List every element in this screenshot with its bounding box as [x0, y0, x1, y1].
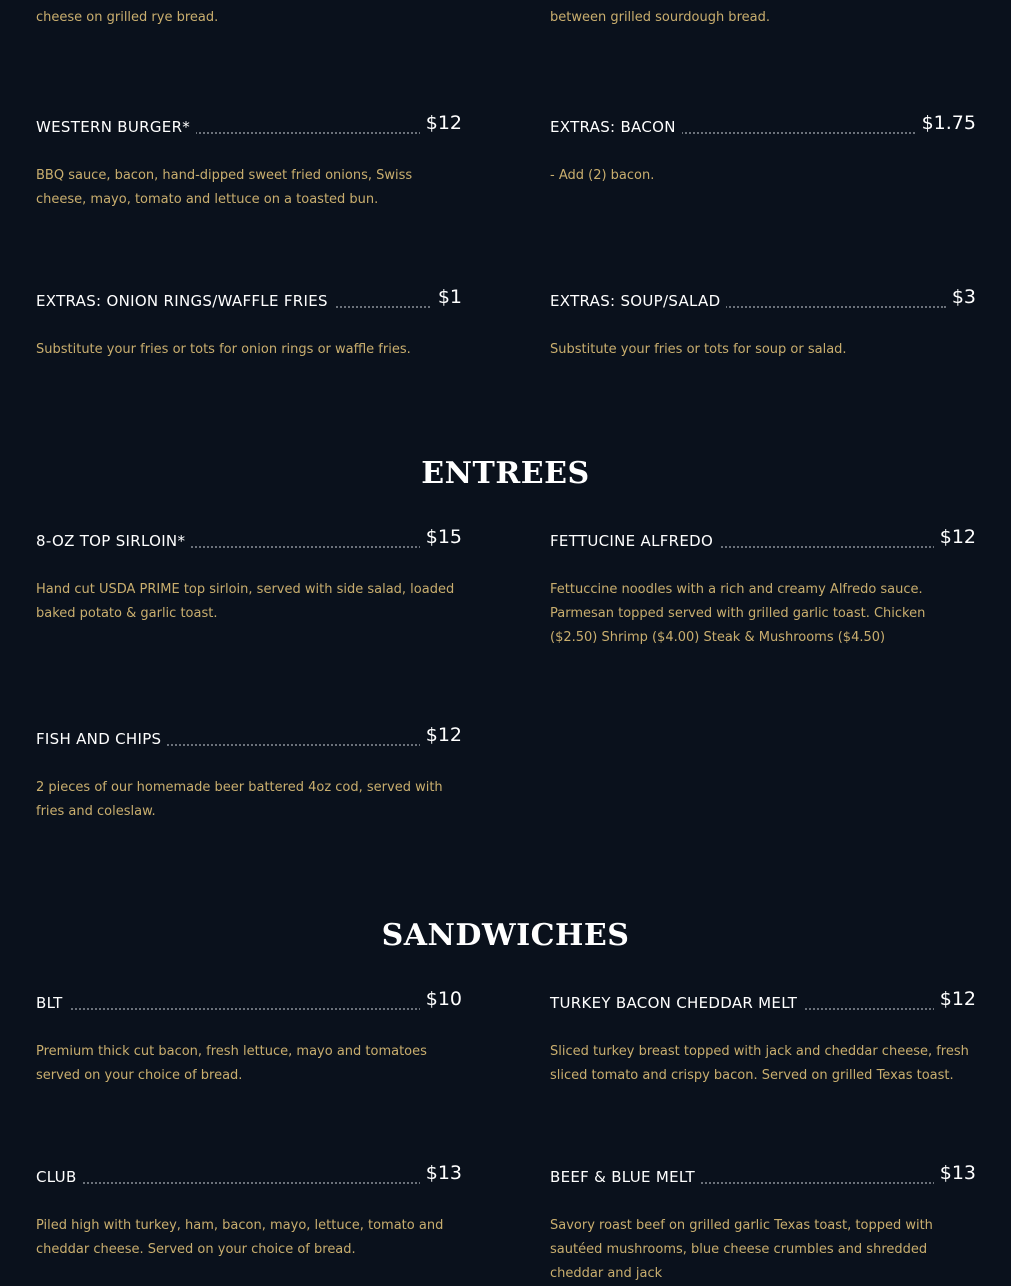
menu-item-description: Hand cut USDA PRIME top sirloin, served with side salad, loaded baked potato & garlic toast. — [36, 582, 455, 621]
menu-item-description: 2 pieces of our homemade beer battered 4oz cod, served with fries and coleslaw. — [36, 780, 443, 819]
menu-item-description: Sliced turkey breast topped with jack and cheddar cheese, fresh sliced tomato and crispy bacon. Served on grilled Texas toast. — [550, 1044, 969, 1083]
menu-item-fettucine-alfredo — [550, 526, 976, 650]
menu-item-name: 8-OZ TOP SIRLOIN* — [36, 532, 191, 550]
menu-item-price: $3 — [946, 286, 976, 308]
menu-item-description: Piled high with turkey, ham, bacon, mayo, lettuce, tomato and cheddar cheese. Served on your choice of bread. — [36, 1218, 444, 1257]
dotted-leader — [36, 1182, 424, 1184]
menu-item-price: $1 — [432, 286, 462, 308]
menu-item-name: EXTRAS: ONION RINGS/WAFFLE FRIES — [36, 292, 334, 310]
menu-item-beef-and-blue-melt — [550, 1162, 976, 1286]
menu-item-price: $1.75 — [916, 112, 976, 134]
menu-item-description: cheese on grilled rye bread. — [36, 10, 219, 25]
menu-item-description: Substitute your fries or tots for soup or salad. — [550, 342, 847, 357]
menu-item-extras-soup-salad — [550, 286, 976, 362]
menu-item-name: FISH AND CHIPS — [36, 730, 167, 748]
menu-item-club — [36, 1162, 462, 1262]
menu-item-price: $12 — [934, 526, 976, 548]
menu-item-price: $15 — [420, 526, 462, 548]
menu-item-price: $12 — [934, 988, 976, 1010]
menu-item-name: WESTERN BURGER* — [36, 118, 196, 136]
menu-item-turkey-bacon-cheddar-melt — [550, 988, 976, 1088]
menu-item-price: $10 — [420, 988, 462, 1010]
section-title-sandwiches: SANDWICHES — [381, 918, 630, 953]
menu-item-extras-onion-rings — [36, 286, 462, 362]
menu-item-name: BLT — [36, 994, 69, 1012]
menu-item-description: Fettuccine noodles with a rich and creamy Alfredo sauce. Parmesan topped served with grilled garlic toast. Chicken ($2.50) Shrimp ($4.00) Steak & Mushrooms ($4.50) — [550, 582, 926, 645]
menu-item-price: $12 — [420, 112, 462, 134]
menu-item-name: EXTRAS: SOUP/SALAD — [550, 292, 726, 310]
menu-item-description: Premium thick cut bacon, fresh lettuce, mayo and tomatoes served on your choice of bread. — [36, 1044, 427, 1083]
section-title-entrees: ENTREES — [421, 456, 590, 491]
menu-item-description: BBQ sauce, bacon, hand-dipped sweet fried onions, Swiss cheese, mayo, tomato and lettuce on a toasted bun. — [36, 168, 413, 207]
menu-item-name: EXTRAS: BACON — [550, 118, 682, 136]
menu-item-name: FETTUCINE ALFREDO — [550, 532, 719, 550]
menu-item-name: BEEF & BLUE MELT — [550, 1168, 701, 1186]
dotted-leader — [36, 1008, 424, 1010]
menu-item-name: CLUB — [36, 1168, 83, 1186]
menu-item-description: between grilled sourdough bread. — [550, 10, 770, 25]
menu-item-description: Savory roast beef on grilled garlic Texas toast, topped with sautéed mushrooms, blue cheese crumbles and shredded cheddar and jack — [550, 1218, 933, 1281]
menu-item-blt — [36, 988, 462, 1088]
menu-item-top-sirloin — [36, 526, 462, 626]
menu-item-description: - Add (2) bacon. — [550, 168, 655, 183]
menu-item-western-burger — [36, 112, 462, 212]
menu-item-price: $13 — [934, 1162, 976, 1184]
menu-item-price: $13 — [420, 1162, 462, 1184]
menu-item-fish-and-chips — [36, 724, 462, 824]
menu-item-extras-bacon — [550, 112, 976, 188]
menu-item-price: $12 — [420, 724, 462, 746]
menu-item-description: Substitute your fries or tots for onion rings or waffle fries. — [36, 342, 411, 357]
menu-item-name: TURKEY BACON CHEDDAR MELT — [550, 994, 803, 1012]
